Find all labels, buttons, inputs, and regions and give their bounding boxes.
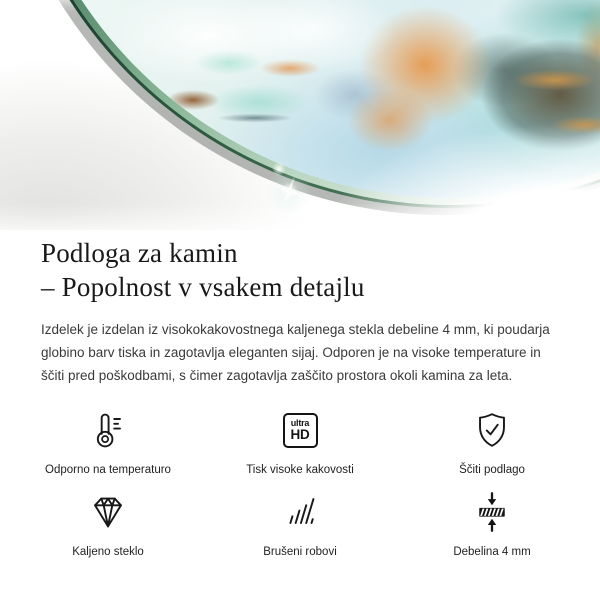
feature-print-quality	[204, 405, 396, 477]
page-title-line1: Podloga za kamin	[41, 238, 238, 268]
feature-label: Kaljeno steklo	[72, 546, 144, 558]
product-photo	[0, 0, 600, 230]
page-title-line2: – Popolnost v vsakem detajlu	[41, 272, 365, 302]
product-text-section	[0, 236, 600, 387]
polished-edges-icon	[277, 487, 323, 537]
page-title	[41, 236, 559, 304]
thermometer-icon	[85, 405, 131, 455]
ultra-hd-icon	[283, 405, 318, 455]
feature-label: Ščiti podlago	[459, 464, 525, 476]
feature-grid	[0, 387, 600, 559]
feature-label: Brušeni robovi	[263, 546, 337, 558]
feature-tempered-glass	[12, 487, 204, 559]
shield-check-icon	[469, 405, 515, 455]
feature-polished-edges	[204, 487, 396, 559]
feature-label: Debelina 4 mm	[453, 546, 531, 558]
feature-protects	[396, 405, 588, 477]
thickness-icon	[469, 487, 515, 537]
ultra-hd-icon-text-top: ultra	[290, 418, 310, 428]
diamond-icon	[85, 487, 131, 537]
ultra-hd-icon-text-bottom: HD	[290, 427, 310, 442]
feature-thickness	[396, 487, 588, 559]
feature-label: Tisk visoke kakovosti	[246, 464, 354, 476]
feature-temperature	[12, 405, 204, 477]
feature-label: Odporno na temperaturo	[45, 464, 171, 476]
product-description: Izdelek je izdelan iz visokokakovostnega kaljenega stekla debeline 4 mm, ki poudarja globino barv tiska in zagotavlja eleganten sijaj. Odporen je na visoke temperature in ščiti pred poškodbami, s čimer zagotavlja zaščito prostora okoli kamina za leta.	[41, 322, 550, 383]
